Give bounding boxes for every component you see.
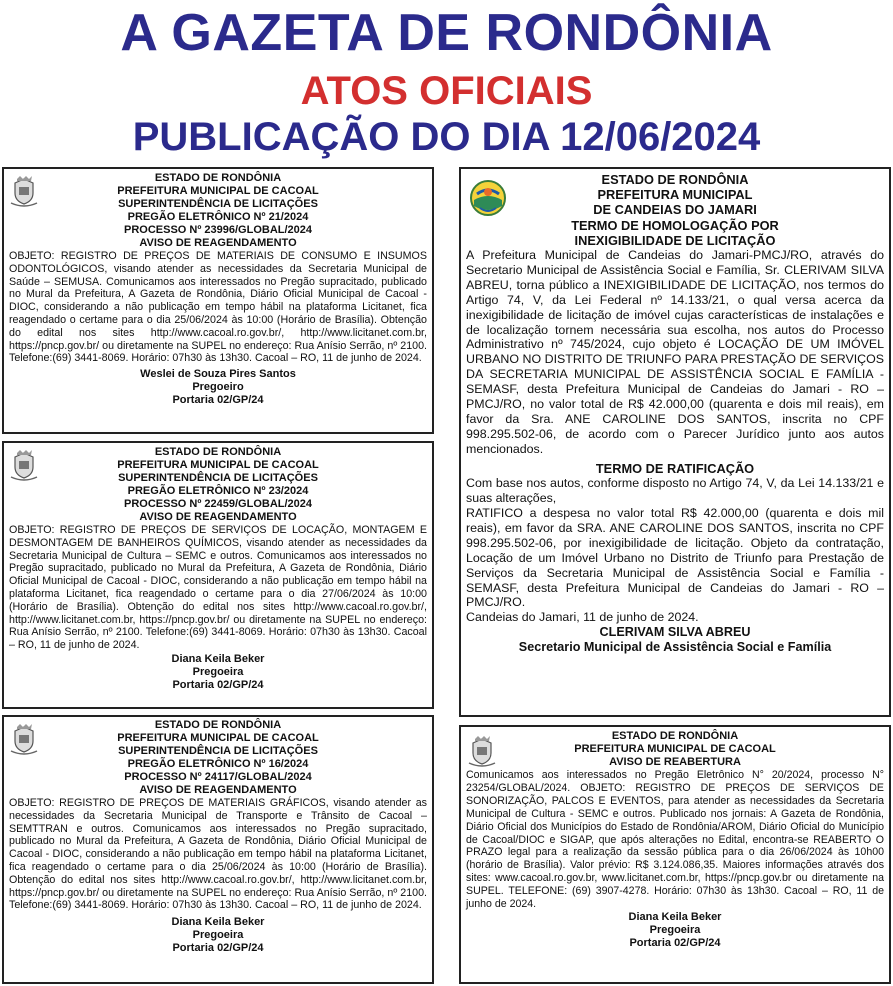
signer-portaria: Portaria 02/GP/24 bbox=[172, 942, 264, 955]
cacoal-crest-icon bbox=[9, 449, 39, 481]
signer-portaria: Portaria 02/GP/24 bbox=[172, 678, 264, 691]
header-line: ESTADO DE RONDÔNIA bbox=[154, 172, 282, 184]
header-line: SUPERINTENDÊNCIA DE LICITAÇÕES bbox=[118, 472, 318, 484]
signer-role: Pregoeiro bbox=[192, 381, 244, 394]
notice2-signature bbox=[9, 653, 427, 692]
signer-portaria: Portaria 02/GP/24 bbox=[172, 394, 264, 407]
notice3-body: OBJETO: REGISTRO DE PREÇOS DE MATERIAIS GRÁFICOS, visando atender as necessidades da Secretaria Municipal de Transporte e Trânsito de Cacoal – SEMTTRAN e outros. Comunicamos aos interessados no Pregão supracitado, publicado no Mural da Prefeitura, A Gazeta de Rondônia, Diário Oficial Municipal de Cacoal - DIOC, considerando a não publicação em tempo hábil na plataforma Licitanet, fica reagendado o certame para o dia 25/06/2024 às 10:00 (Horário de Brasília). Obtenção do edital nos sites http://www.cacoal.ro.gov.br/, http://www.licitanet.com.br, https://pncp.gov.br/ ou diretamente na SUPEL no endereço: Rua Anísio Serrão, nº 2100. Telefone:(69) 3441-8069. Horário: 07h30 às 13h30. Cacoal – RO, 11 de junho de 2024. bbox=[9, 797, 427, 912]
notice-pregao-21 bbox=[2, 167, 434, 434]
notice5-header bbox=[466, 730, 884, 769]
notice4-body: A Prefeitura Municipal de Candeias do Jamari-PMCJ/RO, através do Secretario Municipal de Assistência Social e Família, Sr. CLERIVAM SILVA ABREU, torna público a INEXIGIBILIDADE DE LICITAÇÃO, nos termos do Artigo 74, V, da Lei Federal nº 14.133/21, o qual versa acerca da inexigibilidade de licitação de imóvel cujas características de instalações e de localização tornem necessária sua escolha, nos autos do Processo Administrativo nº 745/2024, cujo objeto é LOCAÇÃO DE UM IMÓVEL URBANO NO DISTRITO DE TRIUNFO PARA PRESTAÇÃO DE SERVIÇOS DA SECRETARIA MUNICIPAL DE ASSISTÊNCIA SOCIAL E FAMÍLIA - SEMASF, desta Prefeitura Municipal de Candeias do Jamari - RO – PMCJ/RO, no valor total de R$ 42.000,00 (quarenta e dois mil reais), em favor da Sra. ANE CAROLINE DOS SANTOS, inscrita no CPF 998.295.502-06, de acordo com o Parecer Jurídico junto aos autos mencionados. bbox=[466, 248, 884, 456]
header-line: AVISO DE REAGENDAMENTO bbox=[139, 784, 297, 796]
candeias-emblem-icon bbox=[469, 178, 507, 218]
notice-reabertura bbox=[459, 725, 891, 984]
header-line: PROCESSO Nº 24117/GLOBAL/2024 bbox=[124, 771, 312, 783]
signer-name: CLERIVAM SILVA ABREU bbox=[599, 625, 751, 640]
notice1-signature bbox=[9, 368, 427, 407]
header-line: AVISO DE REAGENDAMENTO bbox=[139, 237, 297, 249]
masthead-title: A GAZETA DE RONDÔNIA bbox=[120, 4, 773, 62]
header-line: SUPERINTENDÊNCIA DE LICITAÇÕES bbox=[118, 745, 318, 757]
notice1-header bbox=[9, 172, 427, 250]
signer-role: Secretario Municipal de Assistência Social e Família bbox=[518, 640, 832, 655]
masthead-date: PUBLICAÇÃO DO DIA 12/06/2024 bbox=[132, 115, 761, 159]
header-line: ESTADO DE RONDÔNIA bbox=[154, 446, 282, 458]
header-line: PROCESSO Nº 23996/GLOBAL/2024 bbox=[123, 224, 313, 236]
header-line: ESTADO DE RONDÔNIA bbox=[611, 730, 739, 742]
signer-role: Pregoeira bbox=[192, 929, 244, 942]
header-line: PREFEITURA MUNICIPAL bbox=[597, 187, 753, 203]
header-line: PREGÃO ELETRÔNICO Nº 21/2024 bbox=[127, 211, 309, 223]
header-line: PREFEITURA MUNICIPAL DE CACOAL bbox=[574, 743, 776, 755]
header-line: DE CANDEIAS DO JAMARI bbox=[593, 202, 757, 218]
ratification-title: TERMO DE RATIFICAÇÃO bbox=[595, 460, 755, 476]
notice3-header bbox=[9, 719, 427, 797]
signer-portaria: Portaria 02/GP/24 bbox=[629, 936, 721, 949]
notice-pregao-23 bbox=[2, 441, 434, 709]
masthead-section: ATOS OFICIAIS bbox=[300, 69, 593, 113]
cacoal-crest-icon bbox=[467, 735, 497, 767]
ratification-paragraph: RATIFICO a despesa no valor total R$ 42.000,00 (quarenta e dois mil reais), em favor da SRA. ANE CAROLINE DOS SANTOS, inscrita no CPF 998.295.502-06, por inexigibilidade de licitação. Objeto da contratação, Locação de um Imóvel Urbano no Distrito de Triunfo para Prestação de Serviços da Secretaria Municipal de Assistência Social e Família - SEMASF, desta Prefeitura Municipal de Candeias do Jamari - RO – PMCJ/RO. bbox=[466, 506, 884, 610]
notice1-body: OBJETO: REGISTRO DE PREÇOS DE MATERIAIS DE CONSUMO E INSUMOS ODONTOLÓGICOS, visando atender as necessidades da Secretaria Municipal de Saúde – SEMUSA. Comunicamos aos interessados no Pregão supracitado, publicado no Mural da Prefeitura, A Gazeta de Rondônia, Diário Oficial Municipal de Cacoal - DIOC, considerando a não publicação em tempo hábil na plataforma Licitanet, fica reagendado o certame para o dia 25/06/2024 às 10:00 (Horário de Brasília). Obtenção do edital nos sites http://www.cacoal.ro.gov.br/, http://www.licitanet.com.br, https://pncp.gov.br/ ou diretamente na SUPEL no endereço: Rua Anísio Serrão, nº 2100. Telefone:(69) 3441-8069. Horário: 07h30 às 13h30. Cacoal – RO, 11 de junho de 2024. bbox=[9, 250, 427, 365]
header-line: PROCESSO Nº 22459/GLOBAL/2024 bbox=[123, 498, 313, 510]
ratification-paragraph: Com base nos autos, conforme disposto no Artigo 74, V, da Lei 14.133/21 e suas alterações, bbox=[466, 476, 884, 506]
notice-pregao-16 bbox=[2, 715, 434, 984]
header-line: PREGÃO ELETRÔNICO Nº 23/2024 bbox=[127, 485, 309, 497]
notice2-header bbox=[9, 446, 427, 524]
cacoal-crest-icon bbox=[9, 175, 39, 207]
signer-name: Weslei de Souza Pires Santos bbox=[140, 368, 296, 381]
header-line: ESTADO DE RONDÔNIA bbox=[601, 172, 749, 187]
signer-name: Diana Keila Beker bbox=[171, 916, 265, 929]
notice5-body: Comunicamos aos interessados no Pregão Eletrônico N° 20/2024, processo N° 23254/GLOBAL/2024. OBJETO: REGISTRO DE PREÇOS DE SERVIÇOS DE SONORIZAÇÃO, PALCOS E EVENTOS, para atender as necessidades da Secretaria Municipal de Cultura - SEMC e outros. Publicado nos jornais: A Gazeta de Rondônia, Diário Oficial dos Municípios do Estado de Rondônia/AROM, Diário Oficial do Município de Cacoal/DIOC e SIGAP, que após alterações no Edital, encontra-se REABERTO O PRAZO legal para a realização da sessão pública para o dia 26/06/2024 às 10h00 (horário de Brasília). Valor prévio: R$ 3.124.086,35. Maiores informações através dos sites: www.cacoal.ro.gov.br, www.licitanet.com.br, https://pncp.gov.br ou diretamente na SUPEL. TELEFONE: (69) 3907-4278. Horário: 07h30 às 13h30. Cacoal – RO, 11 de junho de 2024. bbox=[466, 769, 884, 911]
place-date: Candeias do Jamari, 11 de junho de 2024. bbox=[466, 610, 699, 625]
signer-role: Pregoeira bbox=[192, 665, 244, 678]
signer-name: Diana Keila Beker bbox=[171, 652, 265, 665]
header-line: PREFEITURA MUNICIPAL DE CACOAL bbox=[117, 185, 319, 197]
header-line: SUPERINTENDÊNCIA DE LICITAÇÕES bbox=[118, 198, 318, 210]
cacoal-crest-icon bbox=[9, 723, 39, 755]
header-line: AVISO DE REABERTURA bbox=[609, 756, 741, 768]
notice2-body: OBJETO: REGISTRO DE PREÇOS DE SERVIÇOS DE LOCAÇÃO, MONTAGEM E DESMONTAGEM DE BANHEIROS QUÍMICOS, visando atender as necessidades da Secretaria Municipal de Cultura – SEMC e outros. Comunicamos aos interessados no Pregão supracitado, publicado no Mural da Prefeitura, A Gazeta de Rondônia, Diário Oficial Municipal de Cacoal - DIOC, considerando a não publicação em tempo hábil na plataforma Licitanet, fica reagendado o certame para o dia 27/06/2024 às 10:00 (Horário de Brasília). Obtenção do edital nos sites http://www.cacoal.ro.gov.br/, http://www.licitanet.com.br, https://pncp.gov.br/ ou diretamente na SUPEL no endereço: Rua Anísio Serrão, nº 2100. Telefone:(69) 3441-8069. Horário: 07h30 às 13h30. Cacoal – RO, 11 de junho de 2024. bbox=[9, 524, 427, 652]
header-line: AVISO DE REAGENDAMENTO bbox=[139, 511, 297, 523]
header-line: ESTADO DE RONDÔNIA bbox=[154, 719, 282, 731]
notice4-header bbox=[466, 172, 884, 248]
notice3-signature bbox=[9, 916, 427, 955]
header-line: TERMO DE HOMOLOGAÇÃO POR bbox=[571, 217, 779, 233]
header-line: INEXIGIBILIDADE DE LICITAÇÃO bbox=[574, 232, 776, 248]
header-line: PREFEITURA MUNICIPAL DE CACOAL bbox=[117, 732, 319, 744]
notice-candeias-homologacao bbox=[459, 167, 891, 717]
header-line: PREFEITURA MUNICIPAL DE CACOAL bbox=[117, 459, 319, 471]
notice5-signature bbox=[466, 911, 884, 950]
header-line: PREGÃO ELETRÔNICO Nº 16/2024 bbox=[127, 758, 309, 770]
signer-role: Pregoeira bbox=[649, 923, 701, 936]
signer-name: Diana Keila Beker bbox=[628, 910, 722, 923]
notice4-signature bbox=[466, 625, 884, 655]
